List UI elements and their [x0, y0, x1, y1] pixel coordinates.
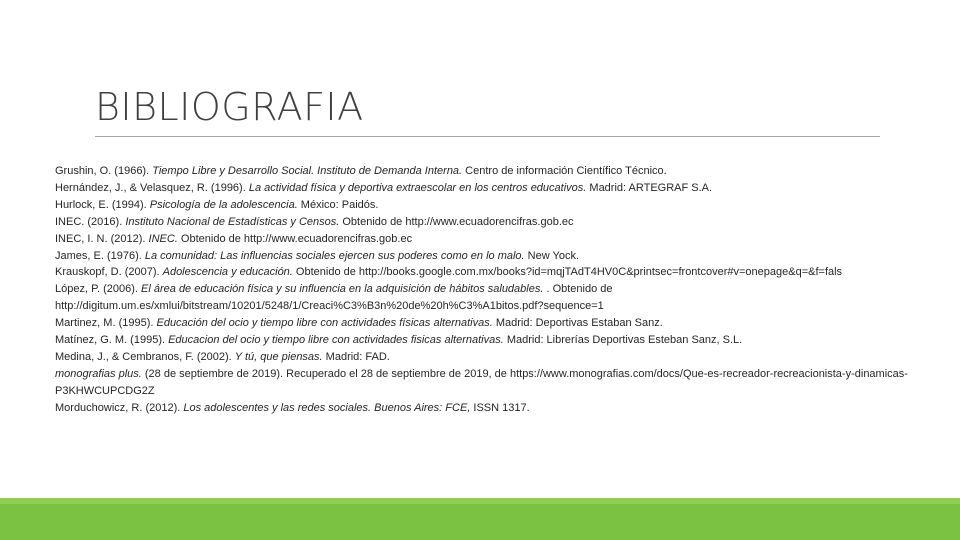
reference-item — [55, 231, 915, 248]
reference-item — [55, 197, 915, 214]
reference-author-year: López, P. (2006). — [55, 283, 142, 296]
reference-source: Centro de información Científico Técnico. — [462, 165, 667, 177]
reference-item — [55, 214, 915, 231]
reference-item — [55, 366, 915, 400]
reference-list — [55, 163, 915, 417]
reference-source: . Obtenido de http://digitum.um.es/xmlui/bitstream/10201/5248/1/Creaci%C3%B3n%20de%20h%C3%A1bitos.pdf?sequence=1 — [55, 283, 613, 313]
reference-author-year: Hernández, J., & Velasquez, R. (1996). — [55, 181, 249, 194]
reference-item — [55, 264, 915, 281]
reference-source: Madrid: ARTEGRAF S.A. — [586, 181, 713, 194]
reference-title: Psicología de la adolescencia. — [149, 198, 298, 211]
reference-title: Educacion del ocio y tiempo libre con actividades fisicas alternativas. — [168, 334, 504, 347]
reference-title: INEC. — [148, 232, 178, 245]
slide-title: BIBLIOGRAFIA — [95, 85, 364, 129]
reference-item — [55, 349, 915, 366]
reference-author-year: Krauskopf, D. (2007). — [55, 266, 163, 279]
reference-author-year: James, E. (1976). — [55, 249, 145, 262]
reference-author-year: Matínez, G. M. (1995). — [55, 334, 169, 347]
reference-title: Los adolescentes y las redes sociales. Buenos Aires: FCE, — [183, 401, 471, 414]
reference-author-year: INEC. (2016). — [55, 215, 126, 228]
reference-title: Tiempo Libre y Desarrollo Social. Instituto de Demanda Interna. — [152, 165, 463, 177]
reference-source: México: Paidós. — [297, 198, 379, 211]
reference-title: La comunidad: Las influencias sociales ejercen sus poderes como en lo malo. — [144, 249, 525, 262]
reference-source: Madrid: FAD. — [322, 350, 390, 363]
reference-title: La actividad física y deportiva extraescolar en los centros educativos. — [248, 181, 587, 194]
reference-item — [55, 400, 915, 417]
reference-source: New Yock. — [524, 249, 580, 262]
reference-item — [55, 281, 915, 315]
reference-source: Obtenido de http://books.google.com.mx/books?id=mqjTAdT4HV0C&printsec=frontcover#v=onepage&q=&f=fals — [292, 266, 843, 279]
reference-author-year: INEC, I. N. (2012). — [55, 232, 149, 245]
reference-author-year: Grushin, O. (1966). — [55, 165, 153, 177]
reference-source: Obtenido de http://www.ecuadorencifras.gob.ec — [339, 215, 574, 228]
reference-source: Obtenido de http://www.ecuadorencifras.gob.ec — [177, 232, 413, 245]
reference-title: monografias plus. — [55, 367, 142, 380]
title-divider — [95, 136, 880, 137]
reference-author-year: Hurlock, E. (1994). — [55, 198, 150, 211]
reference-title: Instituto Nacional de Estadísticas y Censos. — [125, 215, 340, 228]
reference-item — [55, 163, 915, 180]
reference-source: ISSN 1317. — [470, 401, 530, 414]
reference-title: Y tú, que piensas. — [234, 350, 323, 363]
footer-accent-highlight — [0, 498, 960, 504]
reference-author-year: Morduchowicz, R. (2012). — [55, 401, 184, 414]
reference-author-year: Medina, J., & Cembranos, F. (2002). — [55, 350, 235, 363]
footer-accent-bar — [0, 498, 960, 540]
reference-source: (28 de septiembre de 2019). Recuperado el 28 de septiembre de 2019, de https://www.monografias.com/docs/Que-es-recreador-recreacionista-y-dinamicas-P3KHWCUPCDG2Z — [55, 367, 908, 397]
reference-source: Madrid: Librerías Deportivas Esteban Sanz, S.L. — [503, 334, 743, 347]
reference-title: Adolescencia y educación. — [162, 266, 293, 279]
reference-title: Educación del ocio y tiempo libre con actividades físicas alternativas. — [156, 317, 493, 330]
reference-item — [55, 315, 915, 332]
reference-item — [55, 248, 915, 265]
reference-item — [55, 332, 915, 349]
reference-item — [55, 180, 915, 197]
reference-title: El área de educación física y su influencia en la adquisición de hábitos saludables. — [141, 283, 544, 296]
reference-source: Madrid: Deportivas Estaban Sanz. — [492, 317, 663, 330]
reference-author-year: Martinez, M. (1995). — [55, 317, 157, 330]
